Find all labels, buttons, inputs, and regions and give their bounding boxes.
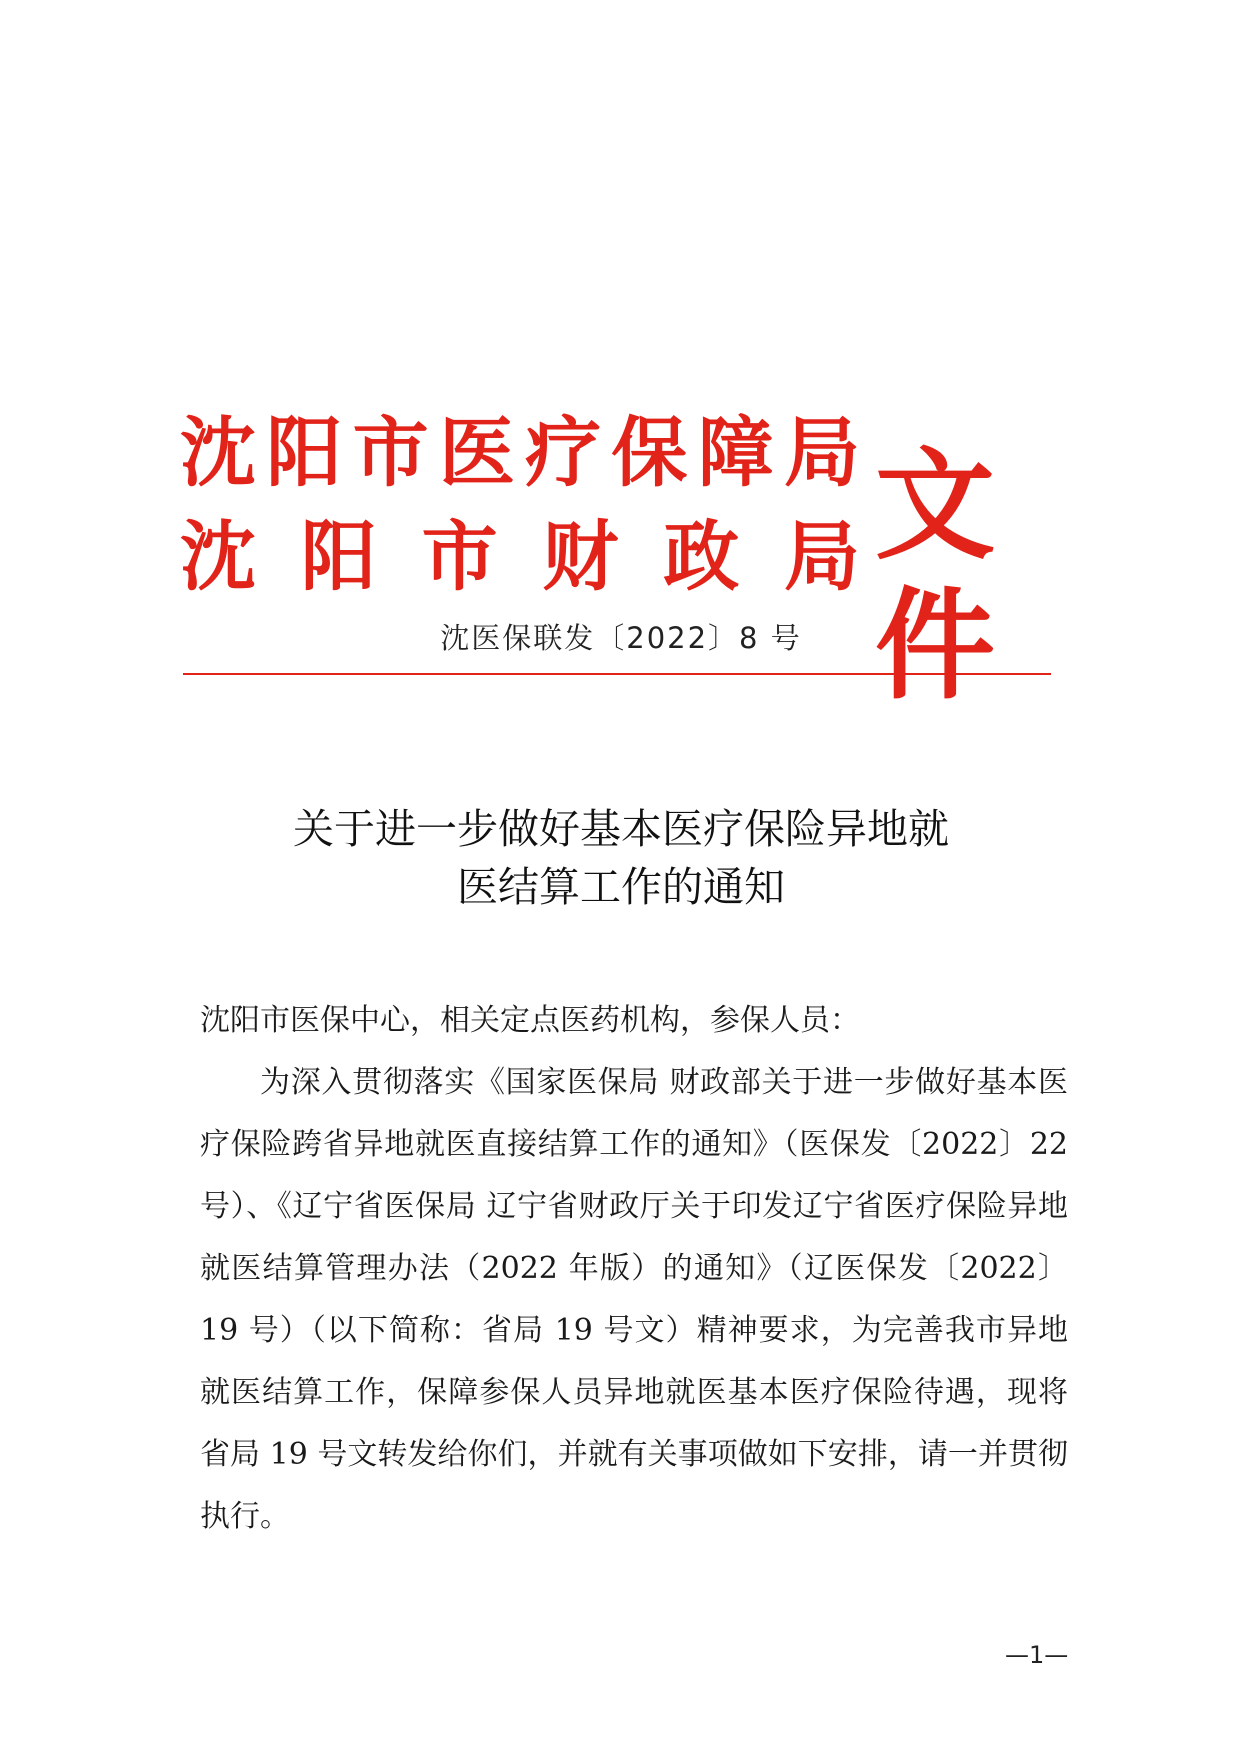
salutation: 沈阳市医保中心，相关定点医药机构，参保人员：	[200, 1003, 860, 1038]
agency-char: 医	[438, 408, 515, 497]
red-divider-line	[183, 673, 1051, 675]
document-label: 文件	[875, 435, 989, 716]
agency-char: 保	[611, 408, 688, 497]
agency-char: 疗	[525, 408, 602, 497]
document-title	[0, 800, 1242, 916]
agency-char: 局	[783, 408, 860, 497]
body-paragraph: 为深入贯彻落实《国家医保局 财政部关于进一步做好基本医疗保险跨省异地就医直接结算工作的通知》（医保发〔2022〕22 号）、《辽宁省医保局 辽宁省财政厅关于印发辽宁省医疗保险异地就医结算管理办法（2022 年版）的通知》（辽医保发〔2022〕19 号）（以下简称：省局 19 号文）精神要求，为完善我市异地就医结算工作，保障参保人员异地就医基本医疗保险待遇，现将省局 19 号文转发给你们，并就有关事项做如下安排，请一并贯彻执行。	[200, 1065, 1068, 1534]
agency-char: 市	[421, 512, 498, 601]
agency-char: 阳	[300, 512, 377, 601]
agency-char: 财	[542, 512, 619, 601]
document-body	[200, 990, 1068, 1548]
title-line-1: 关于进一步做好基本医疗保险异地就	[293, 805, 949, 853]
agency-char: 沈	[180, 408, 256, 497]
title-line-2: 医结算工作的通知	[457, 863, 785, 911]
agency-char: 沈	[180, 512, 256, 601]
agency-char: 阳	[266, 408, 343, 497]
page-number: —1—	[1005, 1641, 1069, 1669]
agency-name-medical-security-bureau	[180, 408, 860, 498]
agency-char: 局	[783, 512, 860, 601]
agency-char: 市	[352, 408, 429, 497]
agency-char: 障	[697, 408, 774, 497]
agency-name-finance-bureau	[180, 512, 860, 602]
document-number: 沈医保联发〔2022〕8 号	[440, 621, 802, 655]
agency-char: 政	[663, 512, 740, 601]
